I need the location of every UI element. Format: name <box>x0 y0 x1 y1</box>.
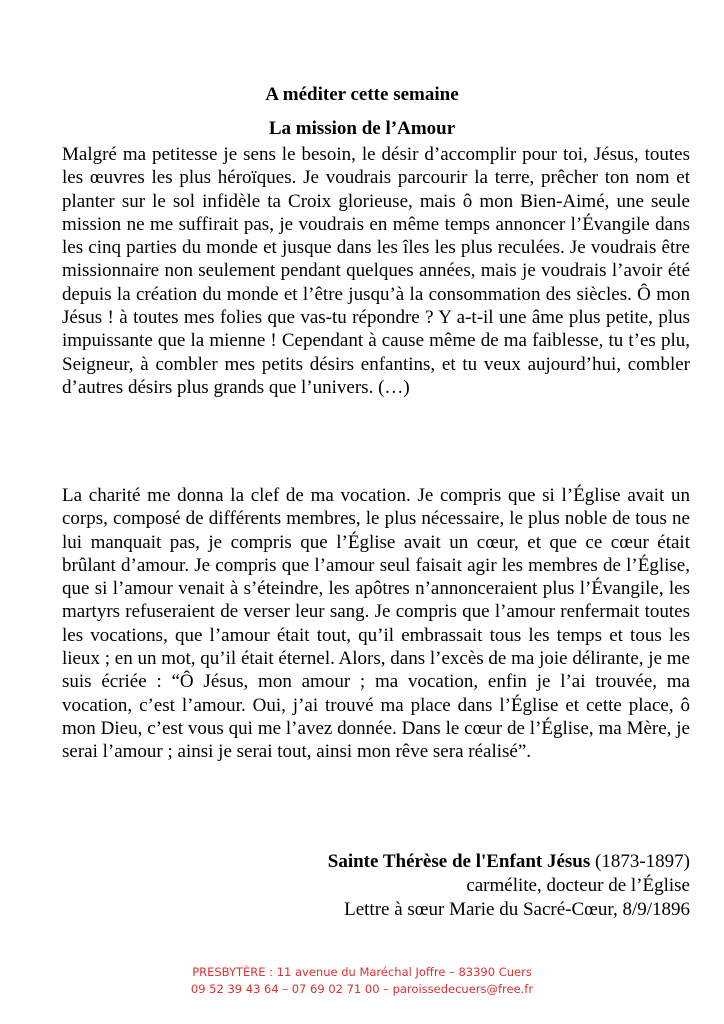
page-pretitle: A méditer cette semaine <box>265 84 459 105</box>
footer-address: PRESBYTÈRE : 11 avenue du Maréchal Joffre – 83390 Cuers <box>192 965 532 979</box>
signature-author-line <box>90 850 690 874</box>
signature-role: carmélite, docteur de l’Église <box>466 875 690 896</box>
signature-source: Lettre à sœur Marie du Sacré-Cœur, 8/9/1896 <box>344 899 690 920</box>
signature-dates: (1873-1897) <box>595 851 690 872</box>
body-paragraph-2: La charité me donna la clef de ma vocation. Je compris que si l’Église avait un corps, composé de différents membres, le plus nécessaire, le plus noble de tous ne lui manquait pas, je compris que l’Église avait un cœur, et que ce cœur était brûlant d’amour. Je compris que l’amour seul faisait agir les membres de l’Église, que si l’amour venait à s’éteindre, les apôtres n’annonceraient plus l’Évangile, les martyrs refuseraient de verser leur sang. Je compris que l’amour renfermait toutes les vocations, que l’amour était tout, qu’il embrassait tous les temps et tous les lieux ; en un mot, qu’il était éternel. Alors, dans l’excès de ma joie délirante, je me suis écriée : “Ô Jésus, mon amour ; ma vocation, enfin je l’ai trouvée, ma vocation, c’est l’amour. Oui, j’ai trouvé ma place dans l’Église et cette place, ô mon Dieu, c’est vous qui me l’avez donnée. Dans le cœur de l’Église, ma Mère, je serai l’amour ; ainsi je serai tout, ainsi mon rêve sera réalisé”. <box>62 485 690 763</box>
footer-contact: 09 52 39 43 64 – 07 69 02 71 00 – paroissedecuers@free.fr <box>190 982 534 996</box>
signature-author: Sainte Thérèse de l'Enfant Jésus <box>327 851 591 872</box>
page-title: La mission de l’Amour <box>268 118 456 139</box>
body-paragraph-1: Malgré ma petitesse je sens le besoin, le désir d’accomplir pour toi, Jésus, toutes les œuvres les plus héroïques. Je voudrais parcourir la terre, prêcher ton nom et planter sur le sol infidèle ta Croix glorieuse, mais ô mon Bien-Aimé, une seule mission ne me suffirait pas, je voudrais en même temps annoncer l’Évangile dans les cinq parties du monde et jusque dans les îles les plus reculées. Je voudrais être missionnaire non seulement pendant quelques années, mais je voudrais l’avoir été depuis la création du monde et l’être jusqu’à la consommation des siècles. Ô mon Jésus ! à toutes mes folies que vas-tu répondre ? Y a-t-il une âme plus petite, plus impuissante que la mienne ! Cependant à cause même de ma faiblesse, tu t’es plu, Seigneur, à combler mes petits désirs enfantins, et tu veux aujourd’hui, combler d’autres désirs plus grands que l’univers. (…) <box>62 144 690 398</box>
